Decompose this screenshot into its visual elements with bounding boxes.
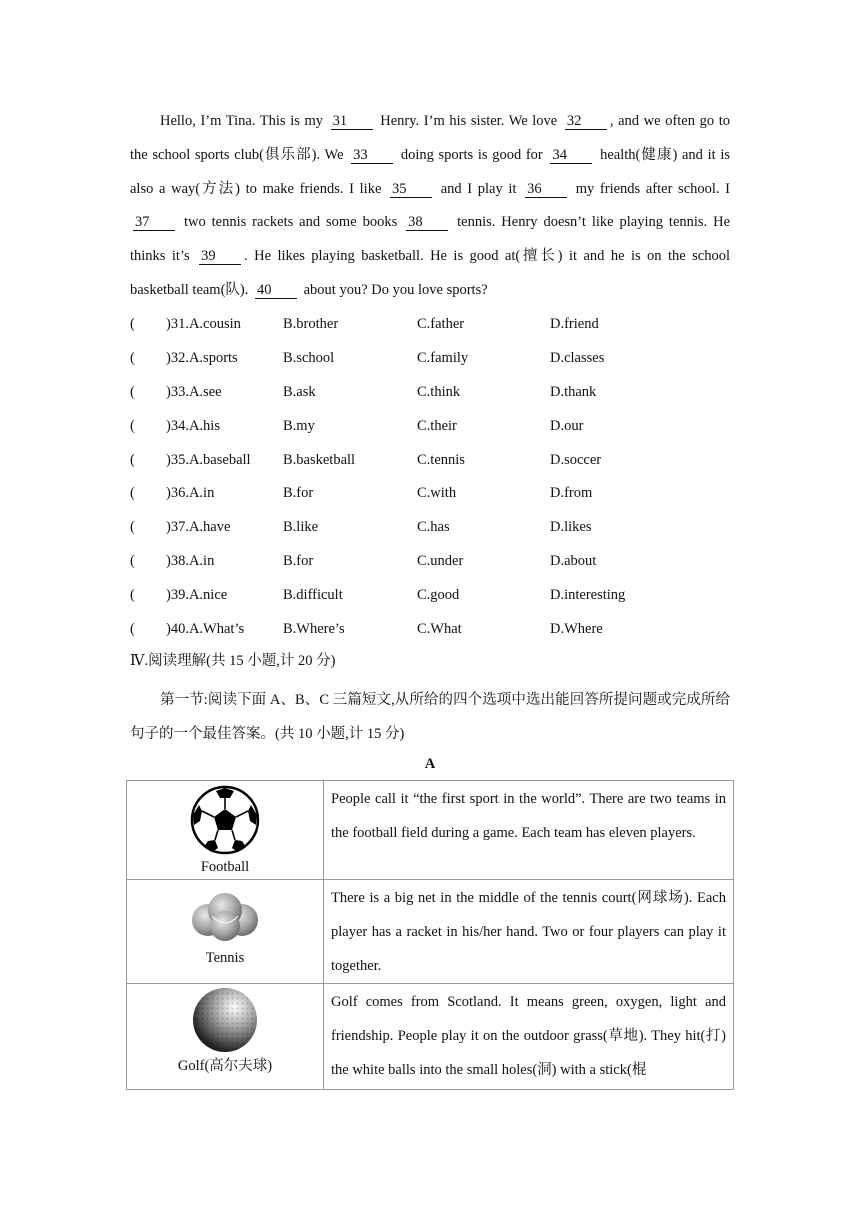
option-c: C.good: [417, 587, 460, 603]
blank-35: 35: [390, 181, 432, 198]
blank-32: 32: [565, 113, 607, 130]
answer-paren[interactable]: (: [130, 587, 135, 603]
answer-paren[interactable]: (: [130, 316, 135, 332]
question-39: [130, 583, 730, 607]
option-d: D.soccer: [550, 452, 602, 468]
question-33: [130, 380, 730, 404]
option-c: C.think: [417, 384, 461, 400]
sport-cell: [127, 880, 324, 984]
table-row: [127, 781, 734, 880]
cloze-text: about you? Do you love sports?: [303, 281, 488, 298]
passage-letter: A: [424, 756, 436, 772]
tennis-balls-icon: [190, 886, 260, 946]
answer-paren[interactable]: (: [130, 621, 135, 637]
blank-38: 38: [406, 214, 448, 231]
sport-name: Football: [200, 859, 250, 875]
option-c: C.has: [417, 519, 450, 535]
option-a: )37.A.have: [166, 519, 231, 535]
sport-description-cell: [324, 984, 734, 1090]
sports-table: [126, 780, 734, 1090]
option-a: )31.A.cousin: [166, 316, 241, 332]
cloze-text: my friends after school. I: [575, 180, 731, 197]
answer-paren[interactable]: (: [130, 519, 135, 535]
cloze-passage: [130, 105, 730, 308]
option-b: B.difficult: [283, 587, 343, 603]
option-c: C.with: [417, 485, 457, 501]
option-d: D.Where: [550, 621, 603, 637]
option-a: )34.A.his: [166, 418, 220, 434]
answer-paren[interactable]: (: [130, 384, 135, 400]
answer-paren[interactable]: (: [130, 452, 135, 468]
sport-cell: [127, 781, 324, 880]
option-c: C.What: [417, 621, 462, 637]
option-b: B.Where’s: [283, 621, 345, 637]
table-row: [127, 984, 734, 1090]
option-d: D.from: [550, 485, 593, 501]
instruction-text: 第一节:阅读下面 A、B、C 三篇短文,从所给的四个选项中选出能回答所提问题或完成所给句子的一个最佳答案。(共 10 小题,计 15 分): [130, 692, 730, 742]
option-b: B.school: [283, 350, 335, 366]
question-38: [130, 549, 730, 573]
cloze-text: doing sports is good for: [400, 146, 543, 163]
option-a: )32.A.sports: [166, 350, 238, 366]
option-b: B.my: [283, 418, 315, 434]
sport-description: There is a big net in the middle of the tennis court(网球场). Each player has a racket in his/her hand. Two or four players can play it together.: [324, 880, 734, 984]
option-a: )39.A.nice: [166, 587, 228, 603]
sport-name: Tennis: [205, 950, 245, 966]
option-a: )38.A.in: [166, 553, 215, 569]
option-d: D.about: [550, 553, 597, 569]
sport-name: Golf(高尔夫球): [177, 1058, 273, 1075]
question-36: [130, 481, 730, 505]
answer-paren[interactable]: (: [130, 350, 135, 366]
cloze-text: , and we often go to the school sports club(俱乐部). We: [130, 113, 731, 163]
sport-cell: [127, 984, 324, 1090]
option-c: C.under: [417, 553, 464, 569]
golf-ball-icon: [190, 986, 260, 1054]
question-35: [130, 448, 730, 472]
blank-39: 39: [199, 248, 241, 265]
option-a: )40.A.What’s: [166, 621, 245, 637]
option-b: B.ask: [283, 384, 316, 400]
blank-31: 31: [331, 113, 373, 130]
cloze-text: . He likes playing basketball. He is good at(擅长) it and he is on the school basketball team(队).: [130, 248, 730, 298]
option-c: C.tennis: [417, 452, 465, 468]
question-40: [130, 617, 730, 641]
option-d: D.our: [550, 418, 584, 434]
option-b: B.for: [283, 485, 314, 501]
question-37: [130, 515, 730, 539]
cloze-text: two tennis rackets and some books: [183, 214, 398, 231]
cloze-text: Henry. I’m his sister. We love: [380, 113, 558, 129]
option-b: B.for: [283, 553, 314, 569]
table-row: [127, 880, 734, 984]
section-heading: Ⅳ.阅读理解(共 15 小题,计 20 分): [130, 653, 336, 669]
sport-description: People call it “the first sport in the world”. There are two teams in the football field during a game. Each team has eleven players.: [324, 781, 734, 880]
option-b: B.basketball: [283, 452, 356, 468]
option-a: )35.A.baseball: [166, 452, 251, 468]
option-a: )33.A.see: [166, 384, 222, 400]
cloze-text: health(健康) and it is also a way(方法) to make friends. I like: [130, 146, 730, 197]
section-instruction: [130, 684, 730, 752]
answer-paren[interactable]: (: [130, 553, 135, 569]
option-a: )36.A.in: [166, 485, 215, 501]
option-b: B.like: [283, 519, 319, 535]
soccer-ball-icon: [190, 785, 260, 855]
option-d: D.friend: [550, 316, 599, 332]
cloze-text: tennis. Henry doesn’t like playing tennis. He thinks it’s: [130, 214, 731, 265]
blank-40: 40: [255, 282, 297, 299]
question-32: [130, 346, 730, 370]
blank-37: 37: [133, 214, 175, 231]
option-d: D.likes: [550, 519, 592, 535]
option-c: C.family: [417, 350, 469, 366]
cloze-text: and I play it: [440, 180, 517, 197]
blank-33: 33: [351, 147, 393, 164]
blank-36: 36: [525, 181, 567, 198]
blank-34: 34: [550, 147, 592, 164]
option-d: D.classes: [550, 350, 605, 366]
option-c: C.father: [417, 316, 465, 332]
answer-paren[interactable]: (: [130, 485, 135, 501]
answer-paren[interactable]: (: [130, 418, 135, 434]
question-34: [130, 414, 730, 438]
sport-description: Golf comes from Scotland. It means green, oxygen, light and friendship. People play it on the outdoor grass(草地). They hit(打) the white balls into the small holes(洞) with a stick(棍: [331, 994, 726, 1078]
cloze-text: Hello, I’m Tina. This is my: [160, 113, 324, 129]
option-b: B.brother: [283, 316, 339, 332]
option-d: D.thank: [550, 384, 597, 400]
option-d: D.interesting: [550, 587, 626, 603]
question-31: [130, 312, 730, 336]
option-c: C.their: [417, 418, 457, 434]
